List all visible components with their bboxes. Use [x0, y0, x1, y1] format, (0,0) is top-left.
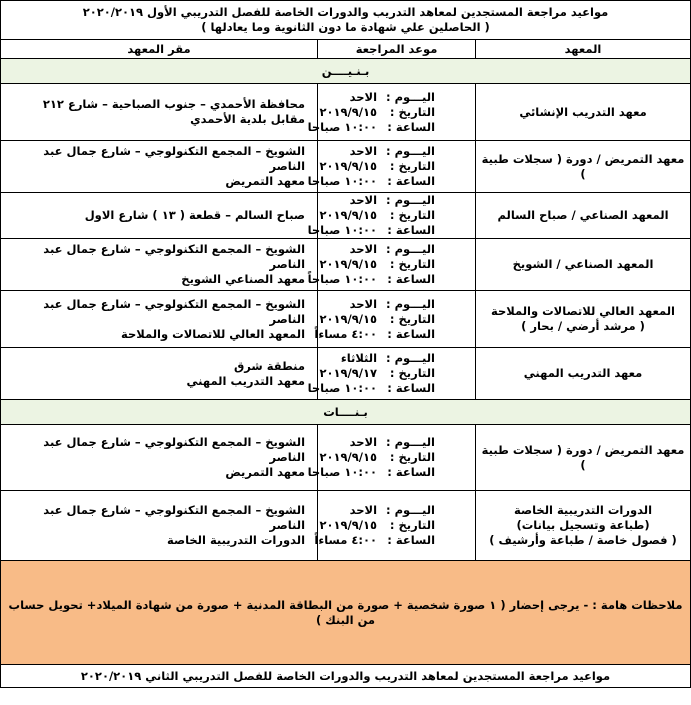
review-day-line	[322, 297, 435, 312]
institute-name-line: الدورات التدريبية الخاصة	[514, 503, 653, 517]
review-time-value: ١٠:٠٠ صباحا	[307, 381, 378, 395]
review-time-label: الساعة :	[387, 465, 436, 479]
location-line: الشويخ – المجمع التكنولوجي – شارع جمال عبد الناصر	[43, 296, 306, 326]
review-date-value: ٢٠١٩/٩/١٥	[319, 311, 378, 326]
review-day-value: الاحد	[349, 296, 378, 311]
review-date-value: ٢٠١٩/٩/١٥	[319, 257, 378, 271]
review-day-label: اليـــوم :	[386, 242, 436, 256]
review-time-value: ١٠:٠٠ صباحاً	[307, 272, 378, 286]
column-header-institute: المعهد	[476, 40, 691, 59]
institute-name-line: معهد التمريض / دورة ( سجلات طبية )	[481, 442, 685, 472]
review-day-line	[322, 144, 435, 159]
location-cell	[1, 84, 318, 141]
location-line: صباح السالم – قطعة ( ١٣ ) شارع الاول	[84, 208, 306, 222]
location-line: منطقة شرق	[233, 358, 306, 373]
review-time-cell	[307, 239, 476, 291]
review-day-label: اليـــوم :	[386, 193, 436, 207]
title-cell	[1, 1, 691, 40]
location-line: مقابل بلدية الأحمدي	[190, 112, 306, 126]
review-time-value: ١٠:٠٠ صباحا	[307, 119, 378, 134]
location-line: معهد التمريض	[225, 174, 306, 188]
review-day-label: اليـــوم :	[386, 144, 436, 158]
institute-name-line: ( فصول خاصة / طباعة وأرشيف )	[489, 533, 677, 547]
review-date-line	[319, 518, 436, 533]
title-line-1: مواعيد مراجعة المستجدين لمعاهد التدريب والدورات الخاصة للفصل التدريبي الأول ٢٠٢٠/٢٠١٩	[82, 5, 609, 19]
review-time-label: الساعة :	[387, 119, 436, 134]
review-day-line	[322, 435, 435, 450]
review-time-line	[314, 533, 436, 548]
table-row	[1, 84, 691, 141]
column-header-review-date: موعد المراجعة	[318, 40, 476, 59]
review-date-line	[319, 104, 436, 120]
title-row	[1, 1, 691, 40]
review-day-label: اليـــوم :	[386, 503, 436, 517]
important-notes: ملاحظات هامة : - يرجى إحضار ( ١ صورة شخصية + صورة من البطاقة المدنية + صورة من شهادة الميلاد+ تحويل حساب من البنك )	[1, 561, 691, 665]
review-date-label: التاريخ :	[389, 450, 436, 464]
review-date-value: ٢٠١٩/٩/١٥	[319, 104, 378, 119]
review-time-value: ١٠:٠٠ صباحا	[307, 174, 378, 188]
institute-name-line: معهد التدريب الإنشائي	[519, 104, 647, 119]
institute-name-line: ( مرشد أرضي / بحار )	[521, 319, 645, 333]
review-day-value: الاحد	[349, 435, 378, 449]
notes-row	[1, 561, 691, 665]
review-date-label: التاريخ :	[389, 311, 436, 326]
schedule-table-body	[1, 1, 691, 688]
review-time-cell	[314, 491, 476, 561]
review-time-cell	[307, 193, 476, 239]
review-date-line	[319, 208, 436, 223]
location-cell	[1, 491, 318, 561]
institute-cell	[476, 84, 691, 141]
table-row	[1, 491, 691, 561]
footer-title: مواعيد مراجعة المستجدين لمعاهد التدريب والدورات الخاصة للفصل التدريبي الثاني ٢٠٢٠/٢٠١٩	[1, 665, 691, 688]
footer-row	[1, 665, 691, 688]
review-time-cell	[307, 348, 476, 400]
section-title: بـنــــات	[1, 400, 691, 425]
location-cell	[1, 141, 318, 193]
review-day-value: الثلاثاء	[340, 351, 378, 365]
location-line: الشويخ – المجمع التكنولوجي – شارع جمال عبد الناصر	[43, 503, 306, 532]
location-line: الشويخ – المجمع التكنولوجي – شارع جمال عبد الناصر	[43, 435, 306, 464]
section-title: بـنـيــــن	[1, 59, 691, 84]
review-time-value: ٤:٠٠ مساءاً	[314, 326, 378, 341]
institute-cell	[476, 291, 691, 348]
location-line: محافظة الأحمدي – جنوب الصباحية – شارع ٢١٢	[42, 97, 306, 111]
review-date-value: ٢٠١٩/٩/١٥	[319, 518, 378, 532]
review-day-label: اليـــوم :	[386, 435, 436, 449]
table-row	[1, 291, 691, 348]
location-cell	[1, 348, 318, 400]
table-row	[1, 348, 691, 400]
institute-name-line: (طباعة وتسجيل بيانات)	[516, 518, 650, 532]
review-time-value: ٤:٠٠ مساءاً	[314, 533, 378, 547]
location-line: معهد التدريب المهني	[186, 373, 306, 388]
title-line-2: ( الحاصلين علي شهادة ما دون الثانوية وما يعادلها )	[201, 20, 490, 34]
review-date-label: التاريخ :	[389, 104, 436, 119]
review-time-value: ١٠:٠٠ صباحا	[307, 223, 378, 237]
review-date-label: التاريخ :	[389, 208, 436, 222]
institute-cell	[476, 348, 691, 400]
institute-cell	[476, 491, 691, 561]
table-row	[1, 193, 691, 239]
review-date-value: ٢٠١٩/٩/١٥	[319, 208, 378, 222]
institute-name-line: المعهد الصناعي / صباح السالم	[497, 208, 669, 222]
review-time-line	[307, 223, 436, 238]
review-time-line	[307, 272, 436, 287]
review-time-label: الساعة :	[387, 223, 436, 237]
review-time-label: الساعة :	[387, 174, 436, 188]
review-time-line	[307, 119, 436, 135]
location-cell	[1, 239, 318, 291]
review-day-line	[322, 242, 435, 257]
institute-cell	[476, 141, 691, 193]
review-time-cell	[307, 141, 476, 193]
institute-name-line: معهد التدريب المهني	[523, 366, 643, 380]
review-time-value: ١٠:٠٠ صباحا	[307, 465, 378, 479]
location-line: الشويخ – المجمع التكنولوجي – شارع جمال عبد الناصر	[43, 144, 306, 173]
section-row	[1, 59, 691, 84]
section-row	[1, 400, 691, 425]
institute-name-line: المعهد الصناعي / الشويخ	[512, 257, 654, 271]
review-time-cell	[307, 425, 476, 491]
review-time-cell	[314, 291, 476, 348]
institute-cell	[476, 425, 691, 491]
review-day-line	[322, 193, 435, 208]
review-day-value: الاحد	[349, 242, 378, 256]
location-cell	[1, 291, 318, 348]
review-date-value: ٢٠١٩/٩/١٧	[319, 366, 378, 380]
column-header-location: مقر المعهد	[1, 40, 318, 59]
table-row	[1, 141, 691, 193]
column-header-row	[1, 40, 691, 59]
review-time-cell	[307, 84, 476, 141]
review-date-label: التاريخ :	[389, 159, 436, 173]
review-date-label: التاريخ :	[389, 518, 436, 532]
review-day-value: الاحد	[349, 193, 378, 207]
review-time-line	[307, 174, 436, 189]
review-day-line	[322, 90, 435, 105]
review-day-value: الاحد	[349, 144, 378, 158]
review-time-label: الساعة :	[387, 381, 436, 395]
location-line: المعهد العالي للاتصالات والملاحة	[121, 326, 306, 341]
institute-cell	[476, 239, 691, 291]
review-time-label: الساعة :	[387, 326, 436, 341]
institute-name-line: المعهد العالي للاتصالات والملاحة	[491, 304, 675, 318]
review-time-line	[314, 326, 436, 342]
review-time-line	[307, 381, 436, 396]
location-line: الدورات التدريبية الخاصة	[166, 533, 306, 547]
review-time-line	[307, 465, 436, 480]
review-date-label: التاريخ :	[389, 366, 436, 380]
review-day-value: الاحد	[349, 503, 378, 517]
institute-cell	[476, 193, 691, 239]
location-line: معهد التمريض	[225, 465, 306, 479]
location-line: الشويخ – المجمع التكنولوجي – شارع جمال عبد الناصر	[43, 242, 306, 271]
review-date-line	[319, 311, 436, 327]
table-row	[1, 239, 691, 291]
review-date-value: ٢٠١٩/٩/١٥	[319, 450, 378, 464]
review-time-label: الساعة :	[387, 533, 436, 547]
location-cell	[1, 425, 318, 491]
institute-name-line: معهد التمريض / دورة ( سجلات طبية )	[481, 151, 685, 181]
table-row	[1, 425, 691, 491]
location-line: معهد الصناعي الشويخ	[181, 272, 306, 286]
review-day-label: اليـــوم :	[386, 351, 436, 365]
review-day-label: اليـــوم :	[386, 296, 436, 311]
review-date-label: التاريخ :	[389, 257, 436, 271]
review-day-label: اليـــوم :	[386, 89, 436, 104]
review-date-line	[319, 257, 436, 272]
review-date-line	[319, 450, 436, 465]
review-day-line	[322, 503, 435, 518]
review-day-value: الاحد	[349, 89, 378, 104]
location-cell	[1, 193, 318, 239]
review-date-line	[319, 159, 436, 174]
review-time-label: الساعة :	[387, 272, 436, 286]
review-date-value: ٢٠١٩/٩/١٥	[319, 159, 378, 173]
review-day-line	[322, 351, 435, 366]
review-date-line	[319, 366, 436, 381]
